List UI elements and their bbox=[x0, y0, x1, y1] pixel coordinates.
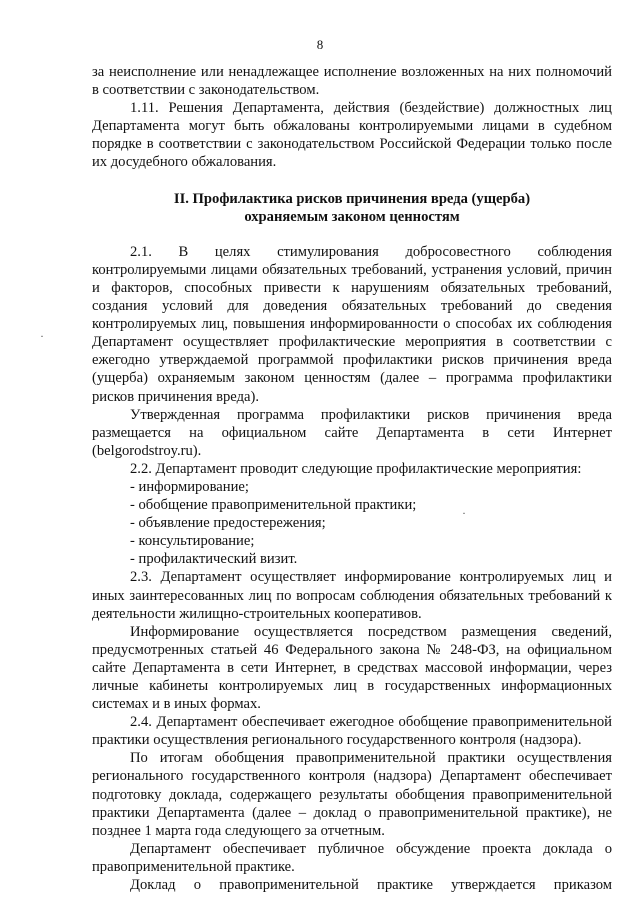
paragraph: Департамент обеспечивает публичное обсуждение проекта доклада о правоприменительной практике. bbox=[92, 840, 612, 875]
paragraph: 2.2. Департамент проводит следующие профилактические мероприятия: bbox=[130, 460, 582, 477]
section-heading bbox=[92, 190, 612, 226]
paragraph: Утвержденная программа профилактики рисков причинения вреда размещается на официальном сайте Департамента в сети Интернет (belgorodstroy.ru). bbox=[92, 406, 612, 459]
paragraph: По итогам обобщения правоприменительной практики осуществления регионального государственного контроля (надзора) Департамент обеспечивает подготовку доклада, содержащего результаты обобщения правоприменительной практики Департамента (далее – доклад о правоприменительной практике), не позднее 1 марта года следующего за отчетным. bbox=[92, 750, 612, 839]
list-item: - профилактический визит. bbox=[130, 551, 298, 568]
document-body bbox=[92, 63, 612, 894]
paragraph: 1.11. Решения Департамента, действия (бездействие) должностных лиц Департамента могут быть обжалованы контролируемыми лицами в судебном порядке в соответствии с законодательством Российской Федерации только после их досудебного обжалования. bbox=[92, 100, 612, 171]
page-number: 8 bbox=[316, 37, 324, 52]
paragraph: за неисполнение или ненадлежащее исполнение возложенных на них полномочий в соответствии с законодательством. bbox=[92, 64, 612, 99]
list-item: - информирование; bbox=[130, 478, 249, 495]
paragraph: 2.3. Департамент осуществляет информирование контролируемых лиц и иных заинтересованных лиц по вопросам соблюдения обязательных требований к деятельности жилищно-строительных кооперативов. bbox=[92, 569, 612, 622]
margin-mark: · bbox=[40, 329, 44, 343]
section-heading-line: охраняемым законом ценностям bbox=[244, 208, 460, 225]
list-item: - объявление предостережения; bbox=[130, 515, 326, 532]
list-item: - обобщение правоприменительной практики; bbox=[130, 497, 417, 514]
section-heading-line: II. Профилактика рисков причинения вреда (ущерба) bbox=[173, 190, 531, 207]
margin-mark: · bbox=[462, 506, 466, 520]
paragraph: Информирование осуществляется посредством размещения сведений, предусмотренных статьей 46 Федерального закона № 248-ФЗ, на официальном сайте Департамента в сети Интернет, в средствах массовой информации, через личные кабинеты контролируемых лиц в государственных информационных системах и в иных формах. bbox=[92, 623, 612, 713]
paragraph: 2.1. В целях стимулирования добросовестного соблюдения контролируемыми лицами обязательных требований, устранения условий, причин и факторов, способных привести к нарушениям обязательных требований, создания условий для доведения обязательных требований до сведения контролируемых лиц, повышения информированности о способах их соблюдения Департамент осуществляет профилактические мероприятия в соответствии с ежегодно утверждаемой программой профилактики рисков причинения вреда (ущерба) охраняемым законом ценностям (далее – программа профилактики рисков причинения вреда). bbox=[92, 243, 612, 405]
paragraph: Доклад о правоприменительной практике утверждается приказом bbox=[130, 877, 612, 894]
paragraph: 2.4. Департамент обеспечивает ежегодное обобщение правоприменительной практики осуществления регионального государственного контроля (надзора). bbox=[92, 714, 612, 749]
list-item: - консультирование; bbox=[130, 533, 255, 550]
